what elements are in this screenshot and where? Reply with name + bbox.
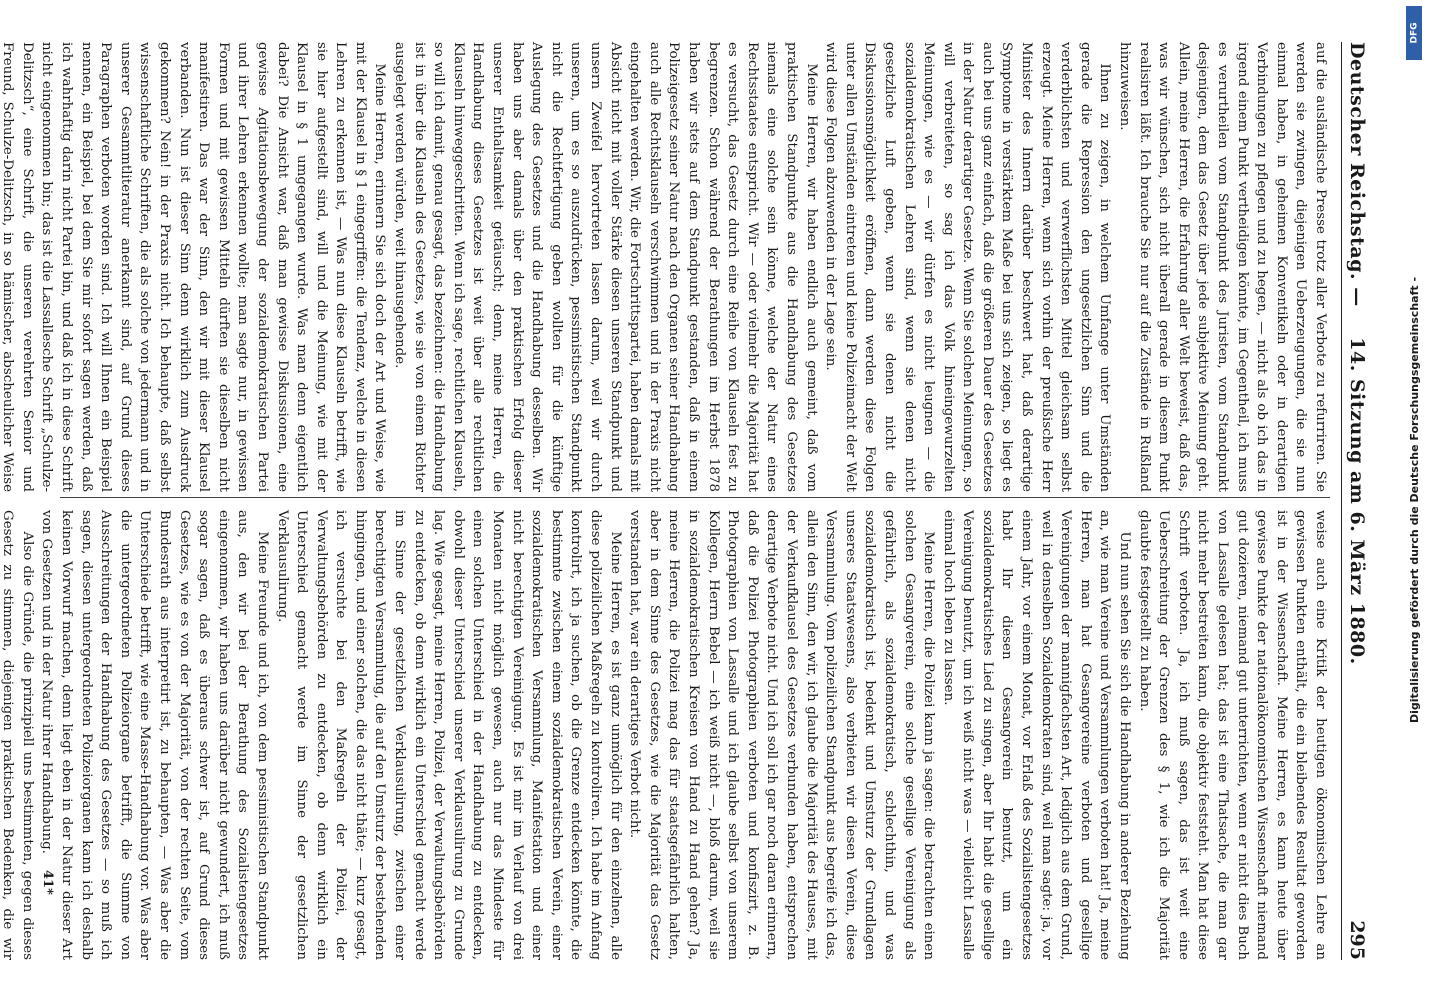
dfg-logo: [1406, 6, 1422, 60]
page-number: 295: [1346, 920, 1368, 960]
dfg-logo-text: DFG: [1409, 22, 1420, 44]
digitization-imprint: [1404, 0, 1428, 1000]
left-paragraph-1: auf die ausländische Presse trotz aller Verbote zu refurriren. Sie werden sie zwingen, diejenigen Ueberzeugungen, die sie nun einmal haben, in geheimen Konventikeln oder in derartigen Verbindungen zu pflegen und zu hegen, — nicht als ob ich das in irgend einem Punkt vertheidigen könnte, im Gegentheil, ich muss es verurtheilen vom Standpunkt des Juristen, vom Standpunkt desjenigen, dem das Gesetz über jede subjektive Meinung geht. Allein, meine Herren, die Erfahrung aller Welt beweist, daß das, was wir wünschen, sich nicht überall gerade in diesem Punkt realisiren läßt. Ich brauche Sie nur auf die Zustände in Rußland hinzuweisen.: [1117, 42, 1328, 492]
header-left: Deutscher Reichstag. —: [1346, 42, 1368, 307]
right-column: [0, 510, 1330, 960]
imprint-text: Digitalisierung gefördert durch die Deutsche Forschungsgemeinschaft -: [1408, 276, 1421, 724]
left-paragraph-2: Ihnen zu zeigen, in welchem Umfange unter Umständen gerade die Repression den ungesetzlichen Sinn und die verderblichsten und verwerflichsten Mittel gleichsam selbst erzeugt. Meine Herren, wenn sich vorhin der preußische Herr Minister des Innern darüber beschwert hat, daß derartige Symptome in verstärktem Maße bei uns sich zeigen, so liegt es auch bei uns ganz einfach, daß die größeren Dauer des Gesetzes in der Natur derartiger Gesetze. Wenn Sie solchen Meinungen, so will verbreiteten, so sag ich das Volk hineingewurzelten Meinungen, wie es — wir dürfen es nicht leugnen — die sozialdemokratischen Lehren sind, wenn sie denen nicht gesetzliche Luft geben, wenn sie denen nicht die Diskussionsmöglichkeit eröffnen, dann werden diese Folgen unter allen Umständen eintreten und keine Polizeimacht der Welt wird diese Folgen abzuwenden in der Lage sein.: [823, 42, 1113, 492]
running-head: [1341, 42, 1372, 960]
right-paragraph-1: weise auch eine Kritik der heutigen ökonomischen Lehre an gewissen Punkten enthält, die ein bleibendes Resultat geworden ist in der Wissenschaft. Meine Herren, es kann heute über gewisse Punkte der nationalökonomischen Wissenschaft niemand gut dozieren, niemand gut unterrichten, wenn er nicht dies Buch von Lassalle gelesen hat; das ist eine Thatsache, die man gar nicht mehr bestreiten kann, die objektiv feststeht. Man hat diese Schrift verboten. Ja, ich muß sagen, das ist weit eine Ueberschreitung der Grenzen des § 1, wie ich die Majorität glaubte festgestellt zu haben.: [1136, 510, 1328, 960]
signature-mark: 41*: [40, 870, 55, 895]
header-center: 14. Sitzung am 6. März 1880.: [1346, 337, 1368, 665]
left-column: [0, 42, 1330, 492]
right-paragraph-2: Und nun sehen Sie sich die Handhabung in anderer Beziehung an, wie man Vereine und Versammlungen verboten hat! Ja, meine Herren, man hat Gesangvereine verboten und gesellige Vereinigungen der mannigfachsten Art, lediglich aus dem Grund, weil in denselben Sozialdemokraten sind, weil man sagte: ja, vor einem Jahr, vor einem Monat, vor Erlaß des Sozialistengesetzes habt Ihr diesen Gesangverein benutzt, um ein sozialdemokratisches Lied zu singen, aber Ihr habt die gesellige Vereinigung benutzt, um ich weiß nicht was — vielleicht Lassalle einmal hoch leben zu lassen.: [940, 510, 1133, 960]
right-paragraph-3: Meine Herren, die Polizei kann ja sagen: die betrachten einen solchen Gesangverein, eine solche gesellige Vereinigung als gefährlich, als sozialdemokratisch, schlechthin, und was sozialdemokratisch ist, bedenkt und Umsturz der Grundlagen unseres Staatswesens, also verbieten wir diesen Verein, diese Versammlung. Vom polizeilichen Standpunkt aus begreife ich das, allein den Sinn, den wir, ich glaube die Majorität des Hauses, mit der Verkaufklausel des Gesetzes verbunden haben, entsprechen derartige Verbote nicht. Und ich soll ich gar noch daran erinnern, daß die Polizei Photographien verboten und konfiszirt, z. B. Photographien von Lassalle und ich glaube selbst von unserem Kollegen, Herrn Bebel — ich weiß nicht —, bloß darum, weil sie in sozialdemokratischen Kreisen von Hand zu Hand gehen? Ja, meine Herren, die Polizei mag das für staatsgefährlich halten, aber in dem Sinne des Gesetzes, wie die Majorität das Gesetz verstanden hat, war ein derartiges Verbot nicht.: [627, 510, 937, 960]
right-paragraph-5: Meine Freunde und ich, von dem pessimistischen Standpunkt aus, den wir bei der Berathung des Sozialistengesetzes eingenommen, wir haben uns darüber nicht gewundert, ich muß sogar sagen, daß es überaus schwer ist, auf Grund dieses Gesetzes, wie es von der Majorität, von der rechten Seite, vom Bundesrath aus interpretirt ist, zu behaupten, — Was aber die Unterschiede betrifft, wie eine Masse-Handhabung vor. Was aber die untergeordneten Polizeiorgane betrifft, die Summe von Ausschreitungen der Handhabung des Gesetzes — so muß ich sagen, diesen untergeordneten Polizeiorganen kann ich deshalb keinen Vorwurf machen, denn liegt eben in der Natur dieser Art von Gesetzen und in der Natur ihrer Handhabung.: [39, 510, 270, 960]
right-paragraph-6: Also die Gründe, die prinzipiell uns bestimmten, gegen dieses Gesetz zu stimmen, diejenigen praktischen Bedenken, die wir: [0, 510, 35, 960]
column-divider: [60, 497, 1330, 498]
left-paragraph-4: Meine Herren, erinnern Sie sich doch der Art und Weise, wie mit der Klausel in § 1 eingegriffen: die Tendenz, welche in diesen Lehren zu erkennen ist, — Was nun diese Klauseln betrifft, wie sie hier aufgestellt sind, will und die Meinung, wie mit der Klausel in § 1 umgegangen wurde. Was man denn eigentlich dabei? Die Ansicht war, daß man gewisse Diskussionen, eine gewisse Agitationsbewegung der sozialdemokratischen Partei und ihrer Lehren erkennen wollte; man sagte nur, in gewissen Formen und mit gewissen Mitteln dürften sie dieselben nicht manifestiren. Das war der Sinn, den wir mit dieser Klausel verbanden. Nun ist dieser Sinn denn wirklich zum Ausdruck gekommen? Nein! in der Praxis nicht. Ich behaupte, daß selbst wissenschaftliche Schriften, die als solche von jedermann und in unserer Gesammtliteratur anerkannt sind, auf Grund dieses Paragraphen verboten worden sind. Ich will Ihnen ein Beispiel nennen, ein Beispiel, bei dem Sie mir sofort sagen werden, daß ich wahrhaftig darin nicht Partei bin, und daß ich in diese Schrift nicht eingenommen bin; das ist die Lassallesche Schrift „Schulze-Delitzsch“, eine Schrift, die unseren verehrten Senior und Freund, Schulze-Delitzsch, in so hämischer, abscheulicher Weise: [0, 42, 388, 492]
left-paragraph-3: Meine Herren, wir haben endlich auch gemeint, daß vom praktischen Standpunkte aus die Handhabung des Gesetzes niemals eine solche sein könne, welche der Natur eines Rechtsstaates entspricht. Wir — oder vielmehr die Majorität hat es versucht, das Gesetz durch eine Reihe von Klauseln fest zu begrenzen. Schon während der Berathungen im Herbst 1878 haben wir stets auf dem Standpunkt gestanden, daß in einem Polizeigesetz seiner Natur nach den Organen seiner Handhabung auch alle Rechtsklauseln verschwimmen und in der Praxis nicht eingehalten werden. Wir, die Fortschrittspartei, haben damals mit Absicht nicht mit voller Stärke diesen unseren Standpunkt und unsern Zweifel hervortreten lassen darum, weil wir durch unseren, um es so auszudrücken, pessimistischen Standpunkt nicht die Rechtfertigung geben wollten für die künftige Auslegung des Gesetzes und die Handhabung desselben. Wir haben uns aber damals über den praktischen Erfolg dieser unserer Enthaltsamkeit getäuscht; denn, meine Herren, die Handhabung dieses Gesetzes ist weit über alle rechtlichen Klauseln hinweggeschritten. Wenn ich sage, rechtlichen Klauseln, so will ich damit, genau gesagt, das bezeichnen: die Handhabung ist in über die Klauseln des Gesetzes, wie sie von einem Richter ausgelegt werden würden, weit hinausgehende.: [392, 42, 819, 492]
right-paragraph-4: Meine Herren, es ist ganz unmöglich für den einzelnen, alle diese polizeilichen Maßregeln zu kontroliren. Ich habe im Anfang kontrolirt, ich ja suchen, ob die Grenze entdecken könnte, die bestimmte zwischen einem sozialdemokratischen Verein, einer sozialdemokratischen Versammlung, Manifestation und einer nicht berechtigten Vereinigung. Es ist mir im Verlauf von drei Monaten nicht möglich gewesen, auch nur das Mindeste für einen solchen Unterschied in der Handhabung zu entdecken, obwohl dieser Unterschied unserer Verklausulirung zu Grunde lag. Wie gesagt, meine Herren, Polizei, der Verwaltungsbehörden zu entdecken, ob denn wirklich ein Unterschied gemacht werde im Sinne der gesetzlichen Verklausulirung, zwischen einer berechtigten Versammlung, die auf den Umsturz der bestehenden hingingen, und einer solchen, die das nicht thäte; — kurz gesagt, ich versuchte bei den Maßregeln der Polizei, der Verwaltungsbehörden zu entdecken, ob denn wirklich ein Unterschied gemacht werde im Sinne der gesetzlichen Verklausulirung.: [274, 510, 623, 960]
